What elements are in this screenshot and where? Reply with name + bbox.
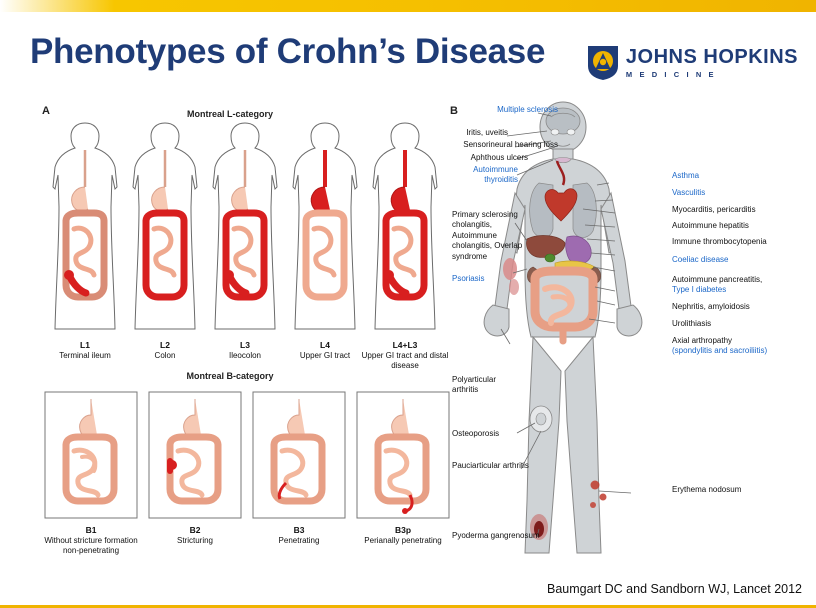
gut-desc-b1: Without stricture formation non-penetrating bbox=[44, 535, 138, 555]
gut-figure-l2 bbox=[122, 117, 208, 340]
label-urolithiasis: Urolithiasis bbox=[672, 319, 712, 328]
gut-caption-l4l3 bbox=[350, 340, 460, 371]
gut-figure-b3 bbox=[252, 391, 346, 524]
label-myocarditis-pericarditis: Myocarditis, pericarditis bbox=[672, 205, 756, 214]
gut-desc-l3: Ileocolon bbox=[228, 350, 262, 360]
label-type-i-diabetes: Type I diabetes bbox=[672, 285, 727, 294]
label-asthma: Asthma bbox=[672, 171, 700, 180]
gut-caption-b3p bbox=[348, 525, 458, 546]
gut-desc-l1: Terminal ileum bbox=[59, 350, 111, 360]
gut-code-l4l3: L4+L3 bbox=[392, 340, 418, 350]
gut-caption-b2 bbox=[140, 525, 250, 546]
label-spondylitis-sacroiliitis: (spondylitis and sacroiliitis) bbox=[672, 346, 768, 355]
logo-wordmark bbox=[626, 47, 798, 79]
label-coeliac-disease: Coeliac disease bbox=[672, 255, 729, 264]
gut-caption-b1 bbox=[36, 525, 146, 556]
gut-figure-b1 bbox=[44, 391, 138, 524]
label-osteoporosis: Osteoporosis bbox=[452, 429, 500, 438]
label-axial-arthropathy: Axial arthropathy bbox=[672, 336, 733, 345]
top-accent-bar bbox=[0, 0, 816, 12]
montreal-l-title: Montreal L-category bbox=[186, 109, 273, 119]
gut-code-l2: L2 bbox=[160, 340, 170, 350]
panel-b-letter: B bbox=[450, 105, 458, 117]
gut-desc-b3p: Perianally penetrating bbox=[364, 535, 442, 545]
citation-text: Baumgart DC and Sandborn WJ, Lancet 2012 bbox=[546, 582, 802, 596]
panel-a-letter: A bbox=[42, 105, 50, 117]
gut-code-b3p: B3p bbox=[394, 525, 412, 535]
gut-figure-b3p bbox=[356, 391, 450, 524]
gut-code-l4: L4 bbox=[320, 340, 330, 350]
gut-code-l1: L1 bbox=[80, 340, 90, 350]
page-title: Phenotypes of Crohn’s Disease bbox=[30, 32, 546, 71]
label-autoimmune-pancreatitis: Autoimmune pancreatitis, bbox=[672, 275, 763, 284]
gut-desc-l2: Colon bbox=[154, 350, 176, 360]
logo-subtitle: M E D I C I N E bbox=[625, 70, 717, 80]
label-multiple-sclerosis: Multiple sclerosis bbox=[497, 105, 558, 114]
label-immune-thrombocytopenia: Immune thrombocytopenia bbox=[672, 237, 767, 246]
label-nephritis-amyloidosis: Nephritis, amyloidosis bbox=[672, 302, 750, 311]
montreal-b-title: Montreal B-category bbox=[186, 371, 274, 381]
logo-name: JOHNS HOPKINS bbox=[625, 46, 798, 69]
label-pauciarticular-arthritis: Pauciarticular arthritis bbox=[452, 461, 529, 470]
label-aphthous-ulcers: Aphthous ulcers bbox=[470, 153, 528, 162]
gut-figure-l4l3 bbox=[362, 117, 448, 340]
gut-code-b3: B3 bbox=[293, 525, 305, 535]
figure-canvas bbox=[0, 95, 816, 575]
gut-figure-l3 bbox=[202, 117, 288, 340]
gut-code-b1: B1 bbox=[85, 525, 97, 535]
johns-hopkins-logo bbox=[586, 44, 798, 82]
gut-figure-l4 bbox=[282, 117, 368, 340]
label-primary-sclerosing-cholangitis: Primary sclerosing cholangitis, Autoimmune cholangitis, Overlap syndrome bbox=[452, 210, 523, 261]
label-iritis-uveitis: Iritis, uveitis bbox=[466, 128, 508, 137]
label-erythema-nodosum: Erythema nodosum bbox=[672, 485, 742, 494]
gut-code-b2: B2 bbox=[189, 525, 201, 535]
jhu-shield-icon bbox=[586, 44, 620, 82]
label-autoimmune-hepatitis: Autoimmune hepatitis bbox=[672, 221, 749, 230]
gut-desc-l4l3: Upper GI tract and distal disease bbox=[361, 350, 449, 370]
gut-desc-b3: Penetrating bbox=[278, 535, 320, 545]
label-pyoderma-gangrenosum: Pyoderma gangrenosum bbox=[452, 531, 540, 540]
gut-figure-b2 bbox=[148, 391, 242, 524]
label-polyarticular-arthritis: Polyarticular arthritis bbox=[452, 375, 497, 395]
gut-code-l3: L3 bbox=[240, 340, 250, 350]
gut-caption-b3 bbox=[244, 525, 354, 546]
label-autoimmune-thyroiditis: Autoimmune thyroiditis bbox=[473, 165, 518, 185]
gut-desc-l4: Upper GI tract bbox=[299, 350, 351, 360]
gut-figure-l1 bbox=[42, 117, 128, 340]
label-vasculitis: Vasculitis bbox=[672, 188, 706, 197]
label-sensorineural-hearing-loss: Sensorineural hearing loss bbox=[463, 140, 558, 149]
label-psoriasis: Psoriasis bbox=[452, 274, 485, 283]
gut-desc-b2: Stricturing bbox=[176, 535, 213, 545]
